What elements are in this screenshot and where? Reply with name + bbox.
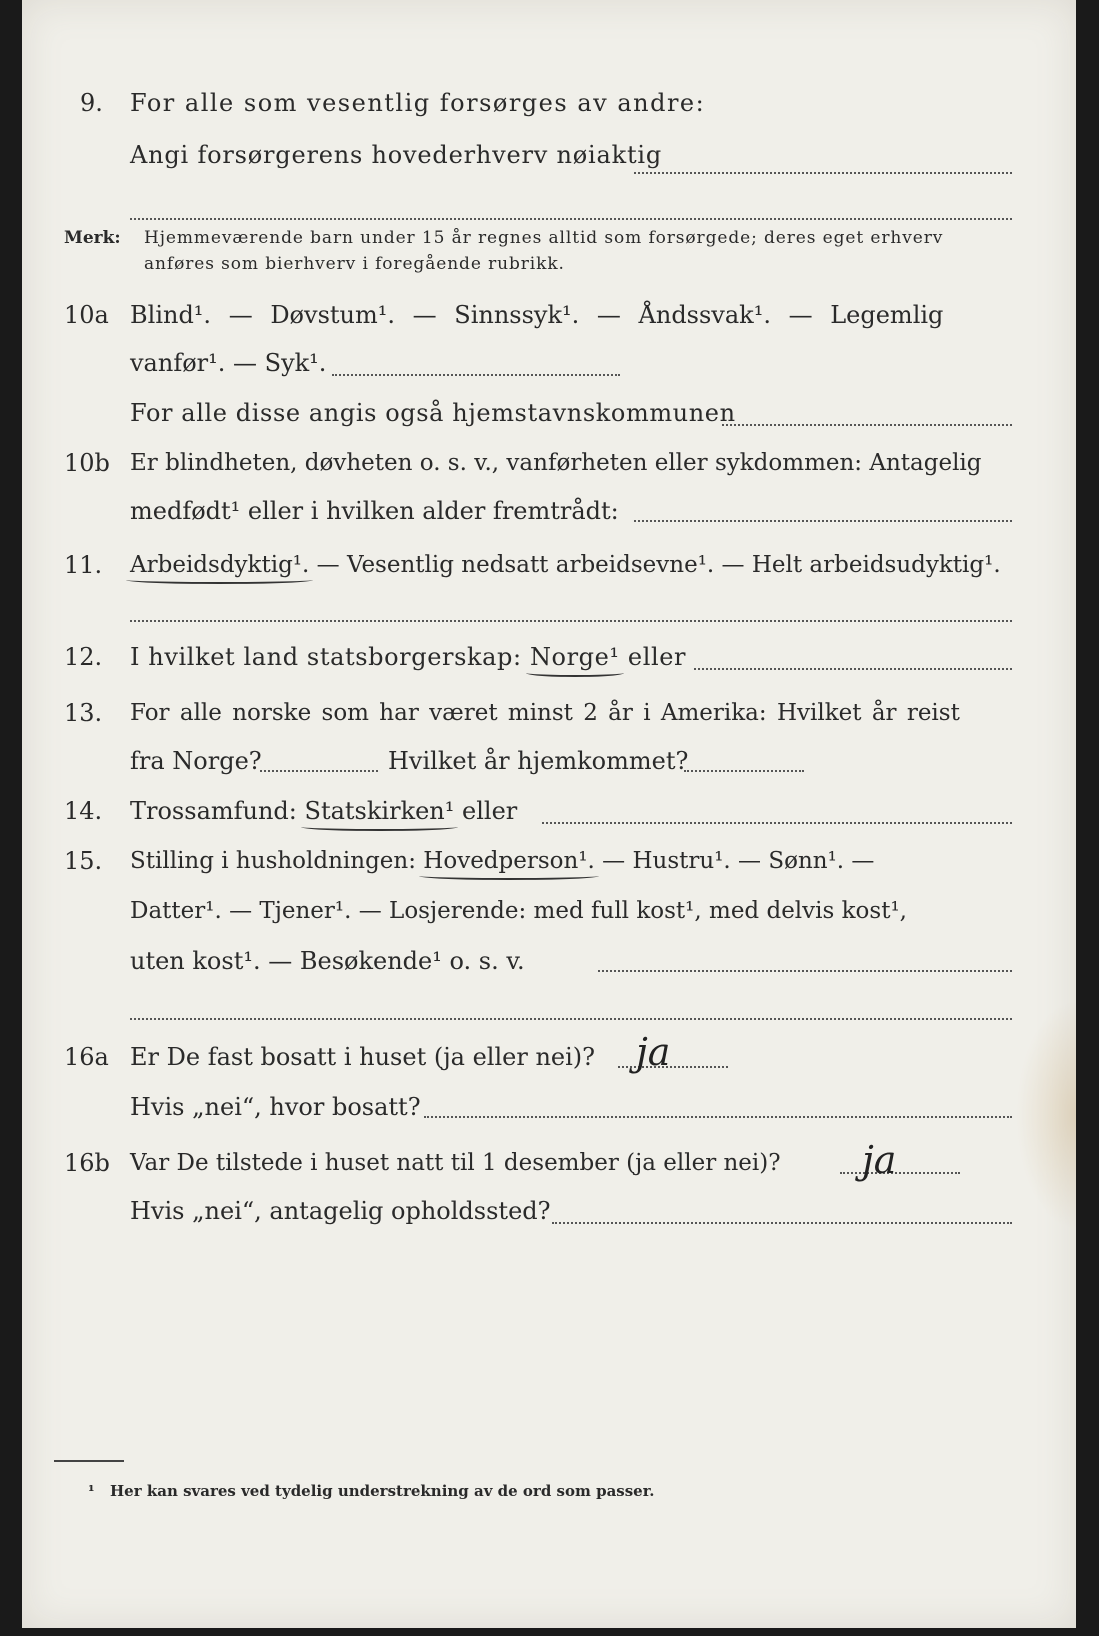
merk-line2: anføres som bierhverv i foregående rubrikk. (144, 254, 565, 274)
q13-reist-line[interactable] (260, 770, 378, 772)
footnote-rule (54, 1460, 124, 1462)
q15-line1 (130, 846, 874, 876)
q15-extra-line[interactable] (130, 1018, 1012, 1020)
q9-extra-line[interactable] (130, 218, 1012, 220)
q16a-number: 16a (64, 1043, 109, 1071)
q10b-line1: Er blindheten, døvheten o. s. v., vanførheten eller sykdommen: Antagelig (130, 450, 982, 476)
q15-post: — Hustru¹. — Sønn¹. — (594, 848, 875, 874)
q15-answer-line[interactable] (598, 970, 1012, 972)
q16a-bosatt-line[interactable] (424, 1116, 1012, 1118)
q9-answer-line[interactable] (634, 172, 1012, 174)
q10a-kommune-line[interactable] (722, 424, 1012, 426)
q14-pre: Trossamfund: (130, 797, 305, 825)
q13-line2a: fra Norge? (130, 747, 262, 775)
q15-number: 15. (64, 847, 103, 875)
paper-stain (1016, 1000, 1076, 1230)
q11-extra-line[interactable] (130, 620, 1012, 622)
q15-option-hovedperson-underlined[interactable]: Hovedperson¹. (423, 848, 595, 874)
q15-pre: Stilling i husholdningen: (130, 848, 424, 874)
q16b-opholdssted-line[interactable] (552, 1222, 1012, 1224)
q16a-handwritten-answer: ja (636, 1030, 671, 1074)
q14-number: 14. (64, 797, 103, 825)
q13-line2b: Hvilket år hjemkommet? (388, 747, 689, 775)
q14-post: eller (454, 797, 518, 825)
q11-rest: — Vesentlig nedsatt arbeidsevne¹. — Helt arbeidsudyktig¹. (309, 552, 1001, 578)
q12-answer-line[interactable] (694, 668, 1012, 670)
q16a-line2: Hvis „nei“, hvor bosatt? (130, 1093, 421, 1121)
footnote-mark: ¹ (88, 1482, 95, 1500)
q16b-line1: Var De tilstede i huset natt til 1 desember (ja eller nei)? (130, 1150, 781, 1176)
q16a-answer-line[interactable] (618, 1066, 728, 1068)
q10a-line3: For alle disse angis også hjemstavnskommunen (130, 399, 736, 427)
footnote-text: Her kan svares ved tydelig understrekning av de ord som passer. (110, 1482, 655, 1500)
q10b-line2: medfødt¹ eller i hvilken alder fremtrådt: (130, 497, 619, 525)
q14-answer-line[interactable] (542, 822, 1012, 824)
census-form-page (22, 0, 1076, 1628)
q12-number: 12. (64, 643, 103, 671)
q13-hjemkommet-line[interactable] (684, 770, 804, 772)
q13-number: 13. (64, 699, 103, 727)
q12-pre: I hvilket land statsborgerskap: (130, 643, 530, 671)
q10a-syk-line[interactable] (332, 374, 620, 376)
q9-line1: For alle som vesentlig forsørges av andre: (130, 89, 706, 117)
q14-option-statskirken-underlined[interactable]: Statskirken¹ (304, 797, 455, 825)
q9-number: 9. (80, 89, 103, 117)
q10a-line1: Blind¹. — Døvstum¹. — Sinnssyk¹. — Åndssvak¹. — Legemlig (130, 301, 944, 329)
q14-line (130, 796, 517, 826)
q16b-answer-line[interactable] (840, 1172, 960, 1174)
q16a-line1: Er De fast bosatt i huset (ja eller nei)? (130, 1043, 596, 1071)
q12-option-norge-underlined[interactable]: Norge¹ (529, 643, 620, 671)
q15-line2: Datter¹. — Tjener¹. — Losjerende: med full kost¹, med delvis kost¹, (130, 898, 907, 924)
merk-label: Merk: (64, 228, 121, 248)
q10a-line2: vanfør¹. — Syk¹. (130, 349, 327, 377)
q16b-line2: Hvis „nei“, antagelig opholdssted? (130, 1197, 551, 1225)
q16b-number: 16b (64, 1149, 110, 1177)
q12-post: eller (619, 643, 687, 671)
q15-line3: uten kost¹. — Besøkende¹ o. s. v. (130, 947, 525, 975)
q11-option-arbeidsdyktig-underlined[interactable]: Arbeidsdyktig¹. (130, 552, 310, 578)
q12-line (130, 642, 686, 672)
q11-line (130, 550, 1001, 580)
q9-line2: Angi forsørgerens hovederhverv nøiaktig (130, 141, 663, 169)
q10b-number: 10b (64, 449, 110, 477)
q10b-answer-line[interactable] (634, 520, 1012, 522)
q11-number: 11. (64, 551, 103, 579)
q13-line1: For alle norske som har været minst 2 år i Amerika: Hvilket år reist (130, 700, 960, 726)
merk-line1: Hjemmeværende barn under 15 år regnes alltid som forsørgede; deres eget erhverv (144, 228, 944, 248)
q16b-handwritten-answer: ja (862, 1138, 897, 1182)
q10a-number: 10a (64, 301, 109, 329)
